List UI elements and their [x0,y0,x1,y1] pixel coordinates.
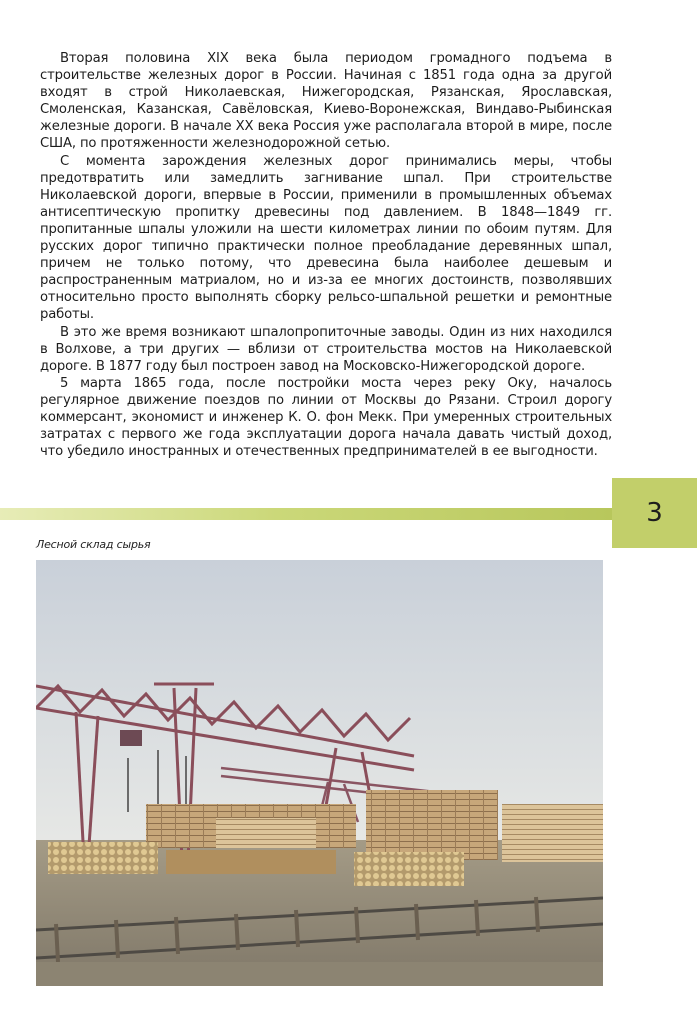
paragraph-2: С момента зарождения железных дорог принимались меры, чтобы предотвратить или замедлить загнивание шпал. При строительстве Николаевской дороги, впервые в России, применили в промышленных объемах антисептическую пропитку древесины под давлением. В 1848—1849 гг. пропитанные шпалы уложили на шести километрах линии по обоим путям. Для русских дорог типично практически полное преобладание деревянных шпал, причем не только потому, что древесина была наиболее дешевым и распространенным матриалом, но и из-за ее многих достоинств, позволявших относительно просто выполнять сборку рельсо-шпальной решетки и ремонтные работы. [40,153,612,323]
page-tab [612,478,697,548]
photo-timber-yard [36,560,603,986]
page-number: 3 [646,498,663,528]
section-rule [0,508,612,520]
paragraph-3: В это же время возникают шпалопропиточные заводы. Один из них находился в Волхове, а три других — вблизи от строительства мостов на Николаевской дороге. В 1877 году был построен завод на Московско-Нижегородской дороге. [40,324,612,374]
paragraph-4: 5 марта 1865 года, после постройки моста через реку Оку, началось регулярное движение поездов по линии от Москвы до Рязани. Строил дорогу коммерсант, экономист и инженер К. О. фон Мекк. При умеренных строительных затратах с первого же года эксплуатации дорога начала давать чистый доход, что убедило иностранных и отечественных предпринимателей в ее выгодности. [40,375,612,460]
photo-caption: Лесной склад сырья [36,538,151,551]
paragraph-1: Вторая половина XIX века была периодом громадного подъема в строительстве железных дорог в России. Начиная с 1851 года одна за другой входят в строй Николаевская, Нижегородская, Рязанская, Ярославская, Смоленская, Казанская, Савёловская, Киево-Воронежская, Виндаво-Рыбинская железные дороги. В начале XX века Россия уже располагала второй в мире, после США, по протяженности железнодорожной сетью. [40,51,612,152]
article-body [40,50,612,460]
